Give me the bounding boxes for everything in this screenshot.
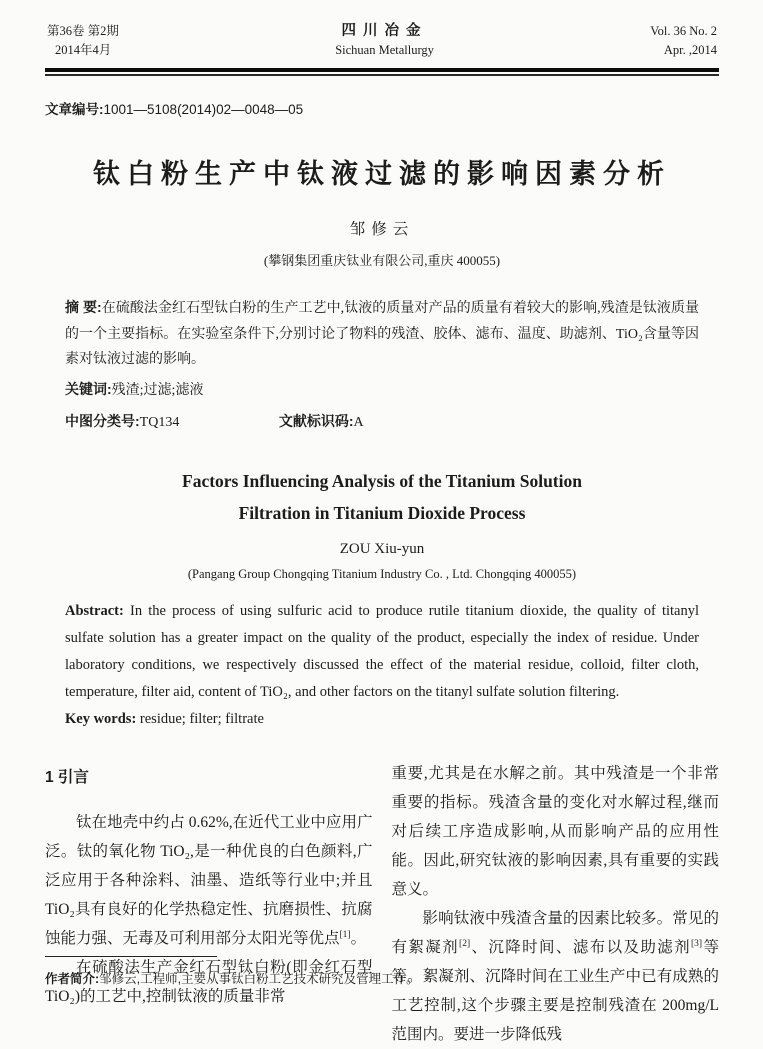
- abstract-en-text: In the process of using sulfuric acid to produce rutile titanium dioxide, the quality of titanyl sulfate solution has a greater impact on the quality of the product, especially the index of residue. Under laboratory conditions, we respectively discussed the effect of the material residue, colloid, filter cloth, temperature, filter aid, content of TiO₂, and other factors on the titanyl sulfate solution filtering.: [65, 602, 699, 700]
- author-bio-text: 邹修云,工程师,主要从事钛白粉工艺技术研究及管理工作。: [99, 972, 419, 986]
- keywords-cn-text: 残渣;过滤;滤液: [111, 382, 204, 398]
- reference-mark-3: [3]: [691, 938, 703, 949]
- section-heading-introduction: 1 引言: [45, 768, 89, 786]
- volume-issue-cn: 第36卷 第2期: [47, 24, 119, 38]
- paper-title-en-line1: Factors Influencing Analysis of the Titanium Solution: [182, 470, 582, 491]
- header-rule-thin: [45, 74, 719, 76]
- classification-line: [65, 409, 699, 435]
- article-code-label: 文章编号:: [45, 102, 104, 117]
- header-volume-issue-en: [650, 22, 717, 60]
- header-volume-issue-cn: [47, 22, 119, 60]
- clc-number: 中图分类号:TQ134: [65, 412, 180, 430]
- author-bio: [45, 969, 719, 987]
- body-column-left: [45, 759, 373, 1049]
- keywords-en-text: residue; filter; filtrate: [139, 710, 264, 727]
- affiliation-en: (Pangang Group Chongqing Titanium Industry Co. , Ltd. Chongqing 400055): [187, 566, 577, 581]
- body-column-right: [392, 759, 720, 1049]
- body-paragraph: 钛在地壳中约占 0.62%,在近代工业中应用广泛。钛的氧化物 TiO₂,是一种优良的白色颜料,广泛应用于各种涂料、油墨、造纸等行业中;并且 TiO₂具有良好的化学热稳定性、抗磨损性、抗腐蚀能力强、无毒及可利用部分太阳光等优点[1]。: [45, 813, 373, 947]
- body-columns: [45, 759, 719, 1049]
- paper-title-cn: 钛白粉生产中钛液过滤的影响因素分析: [93, 159, 671, 189]
- body-paragraph: 影响钛液中残渣含量的因素比较多。常见的有絮凝剂[2]、沉降时间、滤布以及助滤剂[3]等等。絮凝剂、沉降时间在工业生产中已有成熟的工艺控制,这个步骤主要是控制残渣在 200mg/L 范围内。要进一步降低残: [391, 909, 719, 1043]
- author-bio-label: 作者简介:: [45, 972, 100, 986]
- abstract-cn-label: 摘 要:: [65, 299, 102, 315]
- paper-title-en-line2: Filtration in Titanium Dioxide Process: [238, 502, 526, 523]
- body-paragraph: 在硫酸法生产金红石型钛白粉(即金红石型 TiO₂)的工艺中,控制钛液的质量非常: [45, 958, 373, 1005]
- document-code: 文献标识码:A: [278, 412, 364, 430]
- keywords-en: [65, 706, 699, 733]
- keywords-cn-label: 关键词:: [65, 380, 112, 397]
- header-rule-thick: [45, 68, 719, 72]
- abstract-en-label: Abstract:: [65, 602, 124, 619]
- article-code-line: [45, 98, 719, 118]
- journal-name-cn: 四川冶金: [341, 23, 428, 39]
- footnote-rule: [45, 956, 217, 957]
- abstract-cn: [65, 295, 699, 373]
- body-paragraph: 重要,尤其是在水解之前。其中残渣是一个非常重要的指标。残渣含量的变化对水解过程,继而对后续工序造成影响,从而影响产品的应用性能。因此,研究钛液的影响因素,具有重要的实践意义。: [391, 764, 719, 898]
- issue-date-cn: 2014年4月: [55, 43, 112, 57]
- journal-header: [45, 20, 719, 68]
- reference-mark-1: [1]: [339, 929, 351, 940]
- paper-title-en: [45, 465, 719, 529]
- volume-issue-en: Vol. 36 No. 2: [650, 24, 717, 38]
- article-code-value: 1001—5108(2014)02—0048—05: [103, 102, 304, 117]
- abstract-en: [65, 598, 699, 706]
- keywords-en-label: Key words:: [65, 710, 137, 727]
- affiliation-cn: (攀钢集团重庆钛业有限公司,重庆 400055): [263, 253, 501, 268]
- author-name-en: ZOU Xiu-yun: [339, 540, 425, 557]
- reference-mark-2: [2]: [459, 938, 471, 949]
- abstract-cn-text: 在硫酸法金红石型钛白粉的生产工艺中,钛液的质量对产品的质量有着较大的影响,残渣是钛液质量的一个主要指标。在实验室条件下,分别讨论了物料的残渣、胶体、滤布、温度、助滤剂、TiO₂含量等因素对钛液过滤的影响。: [65, 301, 699, 367]
- keywords-cn: [65, 377, 699, 403]
- journal-name: [335, 22, 434, 60]
- footnote-area: [45, 956, 719, 987]
- issue-date-en: Apr. ,2014: [663, 43, 717, 57]
- journal-name-en: Sichuan Metallurgy: [335, 43, 434, 57]
- author-name-cn: 邹修云: [349, 221, 415, 238]
